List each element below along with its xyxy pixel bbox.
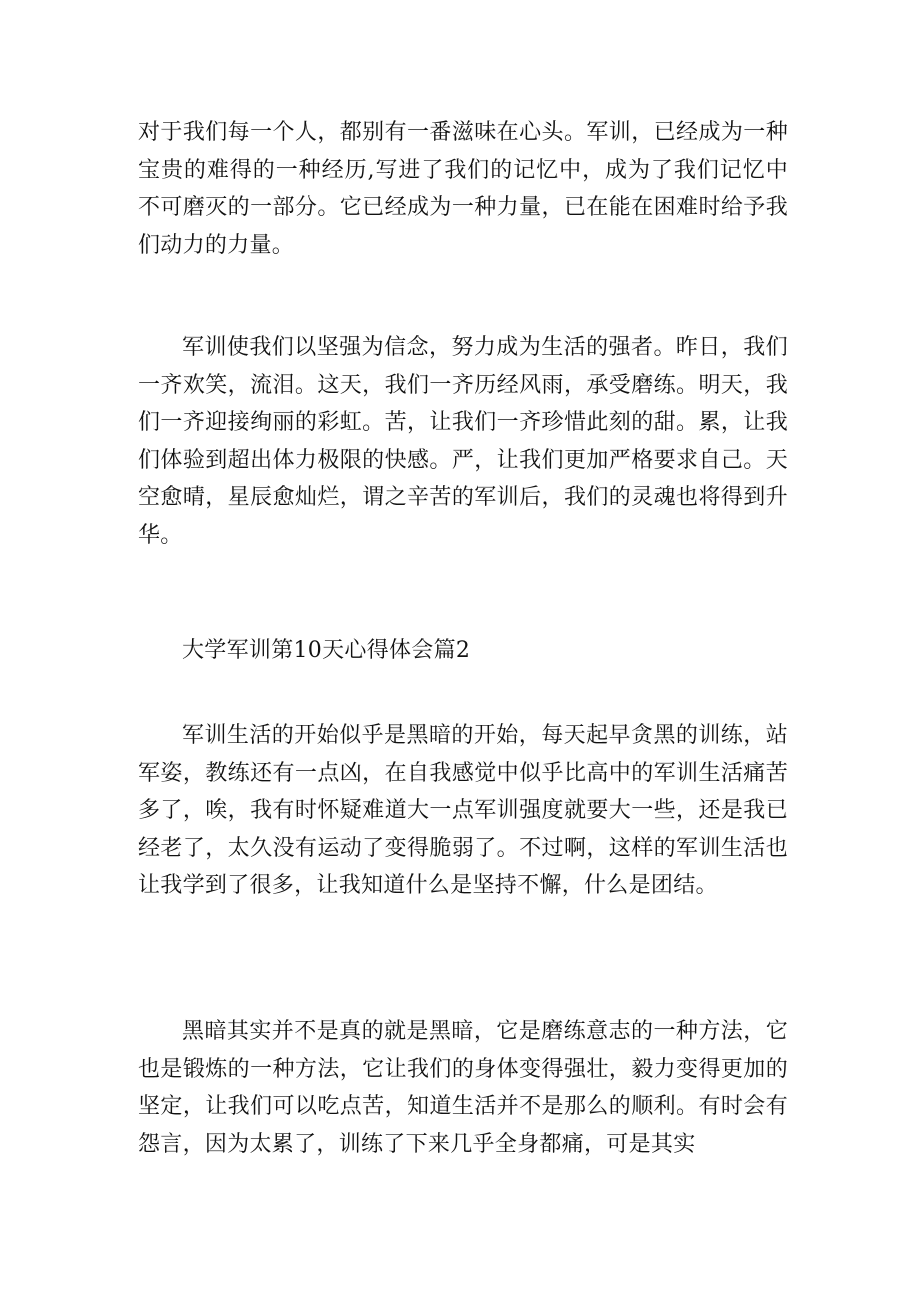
section-heading: 大学军训第10天心得体会篇2 (182, 638, 471, 663)
paragraph-1: 对于我们每一个人，都别有一番滋味在心头。军训，已经成为一种宝贵的难得的一种经历,写进了我们的记忆中，成为了我们记忆中不可磨灭的一部分。它已经成为一种力量，已在能在困难时给予我们动力的力量。 (138, 120, 788, 258)
paragraph-2: 军训使我们以坚强为信念，努力成为生活的强者。昨日，我们一齐欢笑，流泪。这天，我们一齐历经风雨，承受磨练。明天，我们一齐迎接绚丽的彩虹。苦，让我们一齐珍惜此刻的甜。累，让我们体验到超出体力极限的快感。严，让我们更加严格要求自己。天空愈晴，星辰愈灿烂，谓之辛苦的军训后，我们的灵魂也将得到升华。 (138, 335, 788, 548)
paragraph-3: 军训生活的开始似乎是黑暗的开始，每天起早贪黑的训练，站军姿，教练还有一点凶，在自我感觉中似乎比高中的军训生活痛苦多了，唉，我有时怀疑难道大一点军训强度就要大一些，还是我已经老了，太久没有运动了变得脆弱了。不过啊，这样的军训生活也让我学到了很多，让我知道什么是坚持不懈，什么是团结。 (138, 723, 788, 898)
paragraph-4: 黑暗其实并不是真的就是黑暗，它是磨练意志的一种方法，它也是锻炼的一种方法，它让我们的身体变得强壮，毅力变得更加的坚定，让我们可以吃点苦，知道生活并不是那么的顺利。有时会有怨言，因为太累了，训练了下来几乎全身都痛，可是其实 (138, 1019, 788, 1157)
